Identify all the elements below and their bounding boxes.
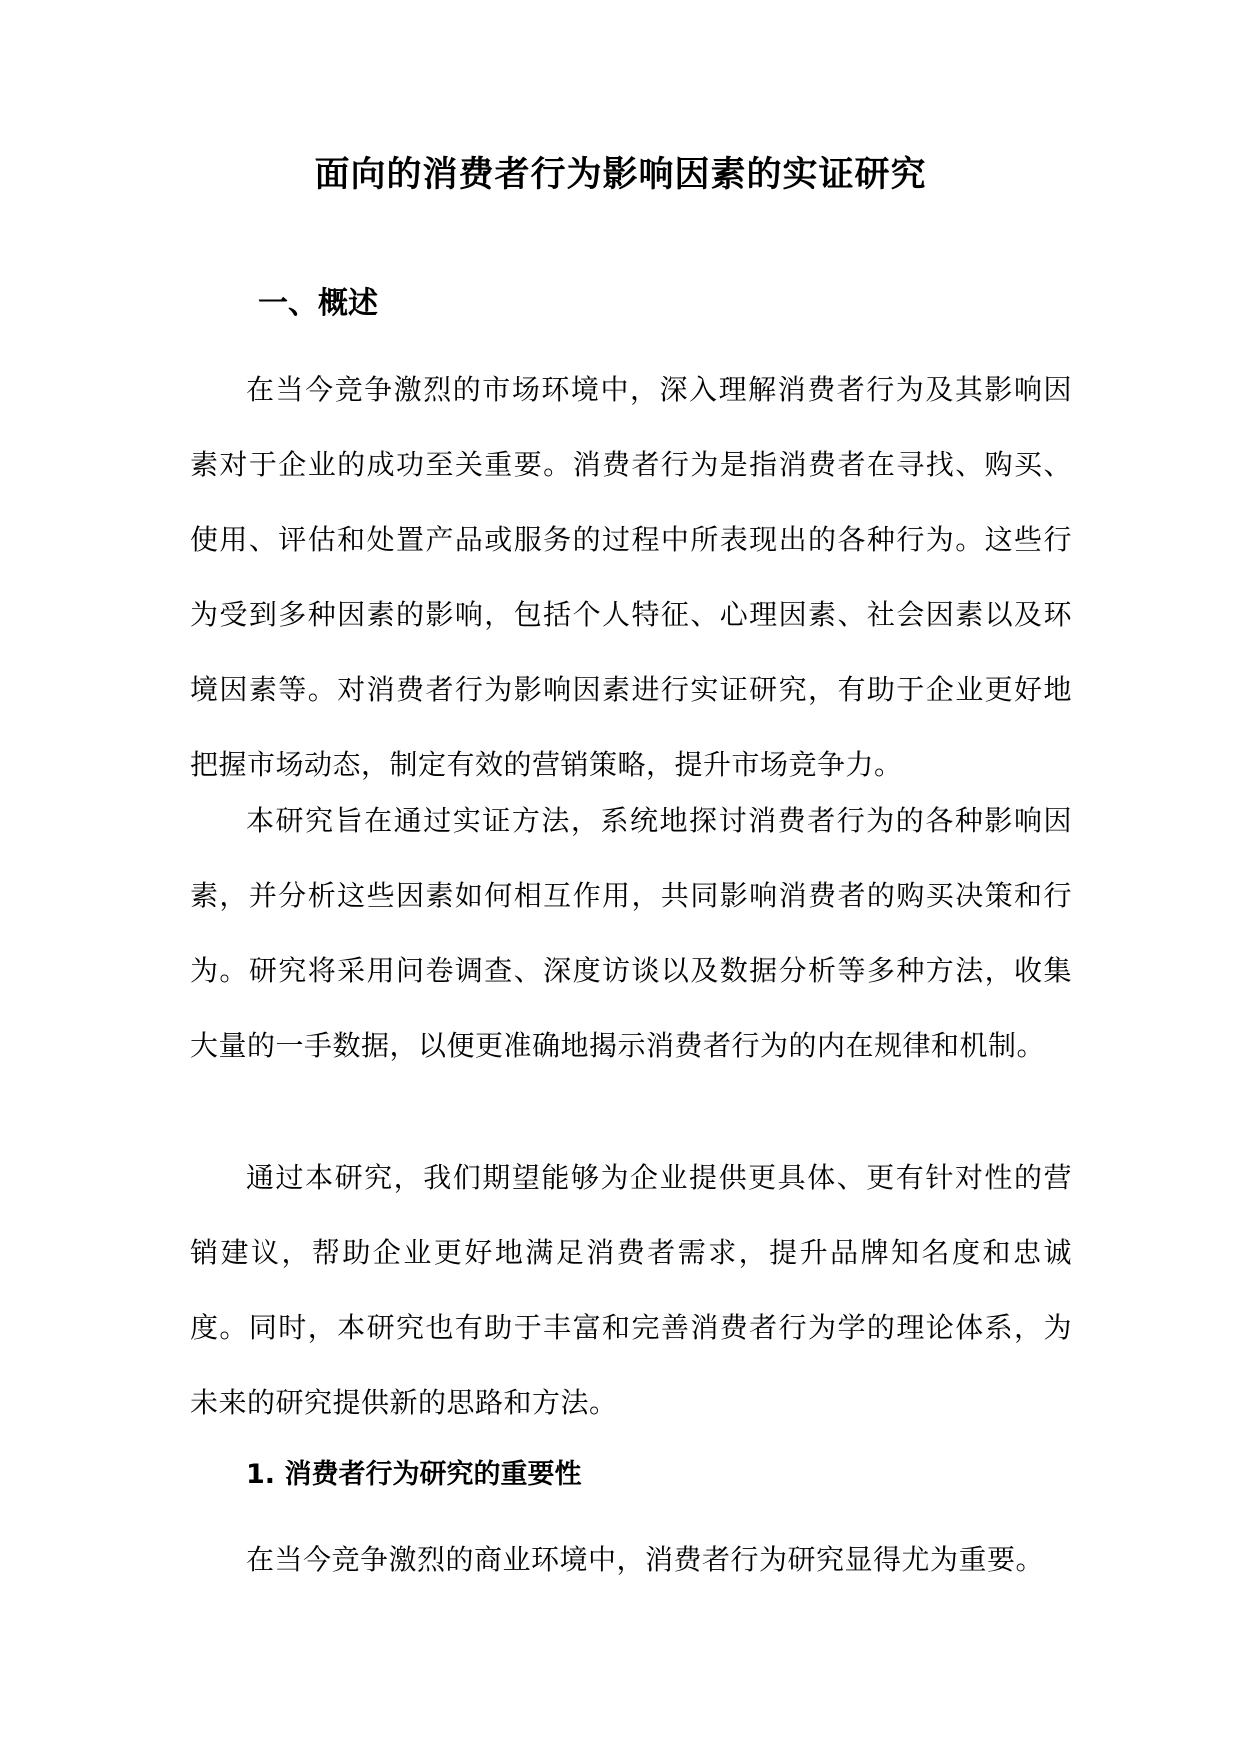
section-heading-overview: 一、概述: [258, 286, 378, 321]
document-title: 面向的消费者行为影响因素的实证研究: [314, 155, 927, 195]
body-paragraph-4: 在当今竞争激烈的商业环境中，消费者行为研究显得尤为重要。: [246, 1543, 1045, 1576]
body-paragraph-1: 在当今竞争激烈的市场环境中，深入理解消费者行为及其影响因素对于企业的成功至关重要。消费者行为是指消费者在寻找、购买、使用、评估和处置产品或服务的过程中所表现出的各种行为。这些行为受到多种因素的影响，包括个人特征、心理因素、社会因素以及环境因素等。对消费者行为影响因素进行实证研究，有助于企业更好地把握市场动态，制定有效的营销策略，提升市场竞争力。: [190, 373, 1072, 781]
body-paragraph-3: 通过本研究，我们期望能够为企业提供更具体、更有针对性的营销建议，帮助企业更好地满足消费者需求，提升品牌知名度和忠诚度。同时，本研究也有助于丰富和完善消费者行为学的理论体系，为未来的研究提供新的思路和方法。: [190, 1161, 1072, 1419]
body-paragraph-2: 本研究旨在通过实证方法，系统地探讨消费者行为的各种影响因素，并分析这些因素如何相互作用，共同影响消费者的购买决策和行为。研究将采用问卷调查、深度访谈以及数据分析等多种方法，收集大量的一手数据，以便更准确地揭示消费者行为的内在规律和机制。: [190, 804, 1072, 1062]
subsection-heading: 1. 消费者行为研究的重要性: [246, 1459, 582, 1490]
